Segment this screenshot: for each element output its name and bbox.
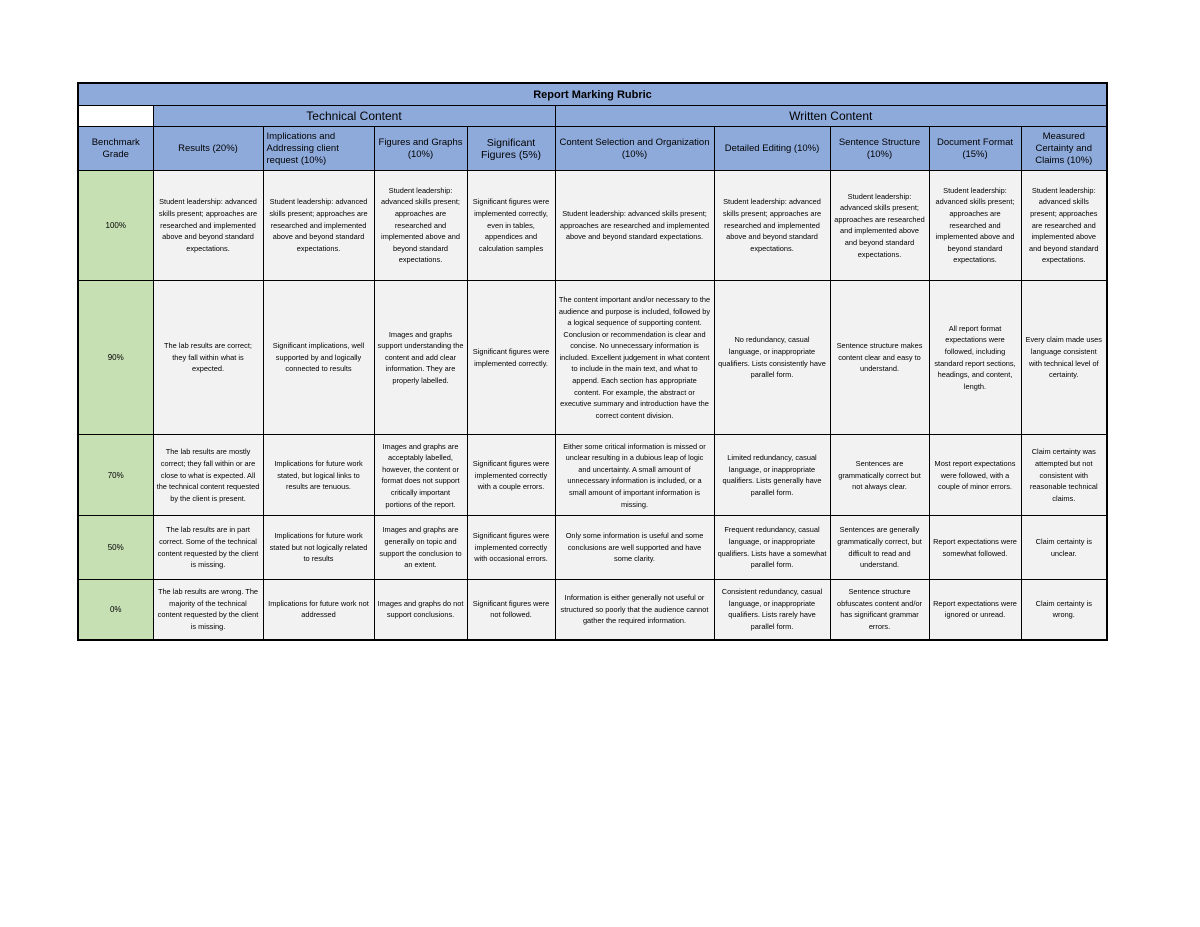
header-figures-graphs: Figures and Graphs (10%) [374,127,467,170]
grade-label: 100% [78,170,153,280]
title-row [78,83,1107,106]
criteria-header-row [78,127,1107,170]
grade-label: 50% [78,516,153,580]
cell-results: The lab results are in part correct. Some of the technical content requested by the client is missing. [153,516,263,580]
cell-measured-certainty: Every claim made uses language consistent with technical level of certainty. [1021,280,1107,435]
cell-detailed-editing: Limited redundancy, casual language, or inappropriate qualifiers. Lists generally have parallel form. [714,435,830,516]
cell-significant-figures: Significant figures were implemented correctly, even in tables, appendices and calculation samples [467,170,555,280]
cell-implications: Significant implications, well supported by and logically connected to results [263,280,374,435]
group-row [78,106,1107,127]
cell-results: The lab results are wrong. The majority of the technical content requested by the client is missing. [153,579,263,640]
cell-document-format: All report format expectations were followed, including standard report sections, headings, and content, length. [929,280,1021,435]
cell-content-selection: Student leadership: advanced skills present; approaches are researched and implemented above and beyond standard expectations. [555,170,714,280]
header-detailed-editing: Detailed Editing (10%) [714,127,830,170]
header-content-selection: Content Selection and Organization (10%) [555,127,714,170]
cell-document-format: Student leadership: advanced skills present; approaches are researched and implemented above and beyond standard expectations. [929,170,1021,280]
header-measured-certainty: Measured Certainty and Claims (10%) [1021,127,1107,170]
header-significant-figures: Significant Figures (5%) [467,127,555,170]
cell-detailed-editing: No redundancy, casual language, or inappropriate qualifiers. Lists consistently have parallel form. [714,280,830,435]
cell-document-format: Report expectations were somewhat followed. [929,516,1021,580]
cell-figures-graphs: Images and graphs do not support conclusions. [374,579,467,640]
cell-results: The lab results are mostly correct; they fall within or are close to what is expected. All the technical content requested by the client is present. [153,435,263,516]
grade-label: 0% [78,579,153,640]
header-sentence-structure: Sentence Structure (10%) [830,127,929,170]
group-technical-content: Technical Content [153,106,555,127]
cell-implications: Implications for future work not addressed [263,579,374,640]
cell-sentence-structure: Sentence structure obfuscates content and/or has significant grammar errors. [830,579,929,640]
rubric-title: Report Marking Rubric [78,83,1107,106]
grade-label: 90% [78,280,153,435]
cell-measured-certainty: Student leadership: advanced skills present; approaches are researched and implemented above and beyond standard expectations. [1021,170,1107,280]
cell-sentence-structure: Student leadership: advanced skills present; approaches are researched and implemented above and beyond standard expectations. [830,170,929,280]
cell-measured-certainty: Claim certainty is unclear. [1021,516,1107,580]
grade-row-70 [78,435,1107,516]
grade-row-100 [78,170,1107,280]
cell-significant-figures: Significant figures were not followed. [467,579,555,640]
grade-row-90 [78,280,1107,435]
group-written-content: Written Content [555,106,1107,127]
header-benchmark-grade: Benchmark Grade [78,127,153,170]
grade-label: 70% [78,435,153,516]
cell-figures-graphs: Images and graphs are acceptably labelled, however, the content or format does not support critically important portions of the report. [374,435,467,516]
cell-document-format: Most report expectations were followed, with a couple of minor errors. [929,435,1021,516]
cell-sentence-structure: Sentence structure makes content clear and easy to understand. [830,280,929,435]
cell-figures-graphs: Student leadership: advanced skills present; approaches are researched and implemented above and beyond standard expectations. [374,170,467,280]
cell-measured-certainty: Claim certainty was attempted but not consistent with reasonable technical claims. [1021,435,1107,516]
grade-row-50 [78,516,1107,580]
cell-detailed-editing: Frequent redundancy, casual language, or inappropriate qualifiers. Lists have a somewhat parallel form. [714,516,830,580]
marking-rubric-table [77,82,1108,641]
cell-sentence-structure: Sentences are generally grammatically correct, but difficult to read and understand. [830,516,929,580]
cell-implications: Implications for future work stated, but logical links to results are tenuous. [263,435,374,516]
cell-implications: Implications for future work stated but not logically related to results [263,516,374,580]
cell-measured-certainty: Claim certainty is wrong. [1021,579,1107,640]
cell-significant-figures: Significant figures were implemented correctly with occasional errors. [467,516,555,580]
cell-significant-figures: Significant figures were implemented correctly with a couple errors. [467,435,555,516]
cell-detailed-editing: Consistent redundancy, casual language, or inappropriate qualifiers. Lists rarely have parallel form. [714,579,830,640]
cell-content-selection: Either some critical information is missed or unclear resulting in a dubious leap of logic and uncertainty. A small amount of unnecessary information is included, or a small amount of important information is missing. [555,435,714,516]
cell-figures-graphs: Images and graphs support understanding the content and add clear information. They are properly labelled. [374,280,467,435]
cell-sentence-structure: Sentences are grammatically correct but not always clear. [830,435,929,516]
header-results: Results (20%) [153,127,263,170]
cell-content-selection: Information is either generally not useful or structured so poorly that the audience cannot gather the required information. [555,579,714,640]
cell-detailed-editing: Student leadership: advanced skills present; approaches are researched and implemented above and beyond standard expectations. [714,170,830,280]
cell-content-selection: Only some information is useful and some conclusions are well supported and have some clarity. [555,516,714,580]
cell-significant-figures: Significant figures were implemented correctly. [467,280,555,435]
group-blank-cell [78,106,153,127]
grade-row-0 [78,579,1107,640]
cell-figures-graphs: Images and graphs are generally on topic and support the conclusion to an extent. [374,516,467,580]
cell-document-format: Report expectations were ignored or unread. [929,579,1021,640]
cell-results: Student leadership: advanced skills present; approaches are researched and implemented above and beyond standard expectations. [153,170,263,280]
cell-content-selection: The content important and/or necessary to the audience and purpose is included, followed by a logical sequence of supporting content. Conclusion or recommendation is clear and concise. No unnecessary information is included. Excellent judgement in what content to include in the main text, and what to append. Each section has appropriate content. For example, the abstract or executive summary and introduction have the correct content division. [555,280,714,435]
cell-implications: Student leadership: advanced skills present; approaches are researched and implemented above and beyond standard expectations. [263,170,374,280]
header-document-format: Document Format (15%) [929,127,1021,170]
header-implications: Implications and Addressing client request (10%) [263,127,374,170]
cell-results: The lab results are correct; they fall within what is expected. [153,280,263,435]
